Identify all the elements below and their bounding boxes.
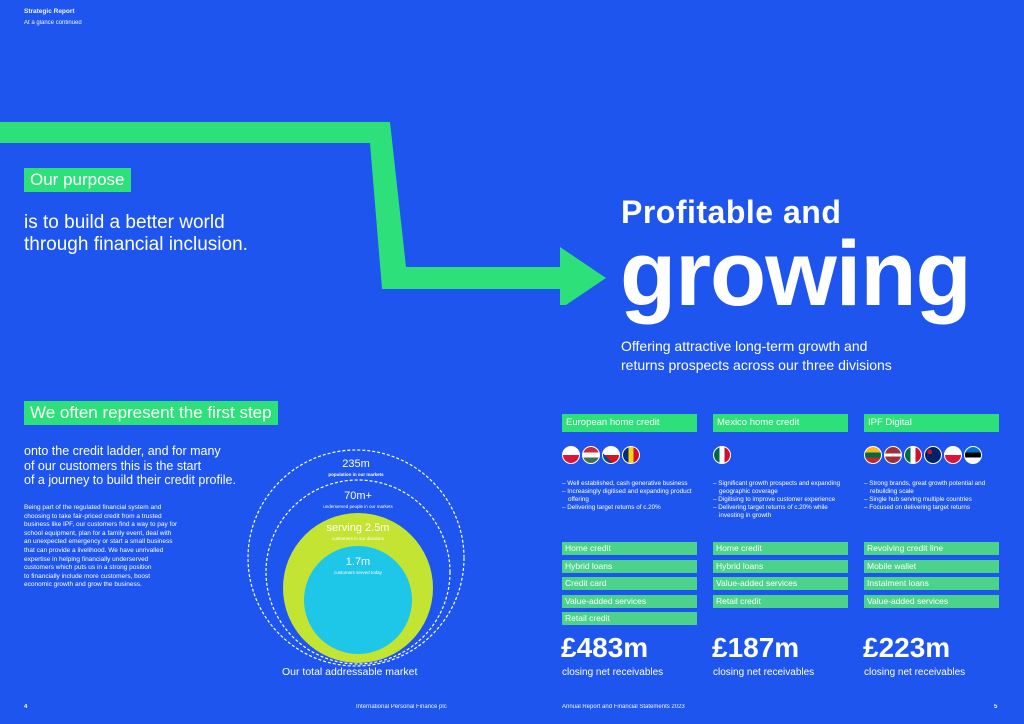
estonia-flag-icon [964,446,982,464]
purpose-line-2: through financial inclusion. [24,234,248,255]
division-european [562,414,697,512]
australia-flag-icon [924,446,942,464]
page-number-right: 5 [994,704,998,710]
products-mexico [713,542,848,612]
market-caption: Our total addressable market [282,666,418,678]
body-line: economic growth and grow the business. [24,581,142,589]
headline-sub-2: returns prospects across our three divisions [621,357,892,373]
lithuania-flag-icon [864,446,882,464]
poland-flag-icon [944,446,962,464]
arrow-graphic [0,115,620,305]
bullet: – Delivering target returns of c.20% [562,504,661,511]
product-item: Value-added services [864,595,999,608]
body-line: to financially include more customers, boost [24,572,151,580]
headline-sub-1: Offering attractive long-term growth and [621,338,868,354]
market-c2-label: underserved people in our markets [323,504,393,509]
product-item: Hybrid loans [562,560,697,573]
footer-report: Annual Report and Financial Statements 2023 [562,704,685,710]
products-european [562,542,697,628]
czech-flag-icon [602,446,620,464]
division-title: European home credit [562,414,697,432]
body-line: business like IPF, our customers find a way to pay for [24,521,178,529]
product-item: Instalment loans [864,577,999,590]
body-line: that can provide a livelihood. We have unrivalled [24,546,164,554]
products-digital [864,542,999,612]
product-item: Mobile wallet [864,560,999,573]
product-item: Credit card [562,577,697,590]
hungary-flag-icon [582,446,600,464]
market-c1-label: population in our markets [328,472,384,477]
bullet: – Significant growth prospects and expanding geographic coverage [713,480,841,495]
product-item: Hybrid loans [713,560,848,573]
division-title: IPF Digital [864,414,999,432]
subsection-label: At a glance continued [24,20,82,26]
amount-mexico: £187m [712,632,800,663]
market-c3-value: serving 2.5m [326,522,390,534]
body-line: school equipment, plan for a family event, deal with [24,529,172,537]
latvia-flag-icon [884,446,902,464]
country-flags [562,446,697,466]
first-step-lead-3: of a journey to build their credit profile. [24,473,236,487]
division-bullets [864,480,999,512]
market-c4-value: 1.7m [345,556,371,568]
body-line: Being part of the regulated financial system and [24,504,162,511]
mexico-flag-icon [904,446,922,464]
amount-digital: £223m [863,632,951,663]
bullet: – Digitising to improve customer experience [713,496,836,503]
bullet: – Strong brands, great growth potential and rebuilding scale [864,480,986,495]
product-item: Home credit [562,542,697,555]
country-flags [713,446,848,466]
country-flags [864,446,999,466]
amount-european: £483m [561,632,649,663]
section-label: Strategic Report [24,8,75,15]
page-number-left: 4 [24,704,28,710]
first-step-body [24,504,244,590]
division-mexico [713,414,848,520]
romania-flag-icon [622,446,640,464]
footer-company: International Personal Finance plc [356,704,447,710]
product-item: Retail credit [713,595,848,608]
purpose-tag: Our purpose [24,168,131,192]
amount-label-mexico: closing net receivables [713,667,815,678]
first-step-lead-2: of our customers this is the start [24,458,202,473]
amount-label-european: closing net receivables [562,667,664,678]
first-step-tag: We often represent the first step [24,401,278,425]
product-item: Value-added services [713,577,848,590]
division-bullets [713,480,848,520]
amount-label-digital: closing net receivables [864,667,966,678]
bullet: – Delivering target returns of c.20% while investing in growth [713,504,828,519]
bullet: – Single hub serving multiple countries [864,496,972,503]
division-title: Mexico home credit [713,414,848,432]
division-bullets [562,480,697,512]
purpose-line-1: is to build a better world [24,212,225,233]
bullet: – Well established, cash generative business [562,480,688,487]
market-c2-value: 70m+ [344,490,372,502]
body-line: expertise in helping financially underserved [24,555,149,563]
product-item: Home credit [713,542,848,555]
headline-line-1: Profitable and [621,194,842,230]
first-step-lead-1: onto the credit ladder, and for many [24,444,221,458]
bullet: – Increasingly digitised and expanding product offering [562,488,692,503]
market-c1-value: 235m [342,458,370,470]
body-line: customers which puts us in a strong position [24,564,152,572]
market-circles [240,448,480,668]
market-c4-label: customers served today [334,570,382,575]
first-step-lead [24,444,236,488]
body-line: an unexpected emergency or start a small business [24,538,173,546]
market-c3-label: customers in our divisions [332,536,384,541]
product-item: Value-added services [562,595,697,608]
poland-flag-icon [562,446,580,464]
product-item: Retail credit [562,612,697,625]
mexico-flag-icon [713,446,731,464]
bullet: – Focused on delivering target returns [864,504,971,511]
headline-line-2: growing [620,223,971,325]
division-digital [864,414,999,512]
body-line: choosing to take fair-priced credit from a trusted [24,512,162,520]
product-item: Revolving credit line [864,542,999,555]
